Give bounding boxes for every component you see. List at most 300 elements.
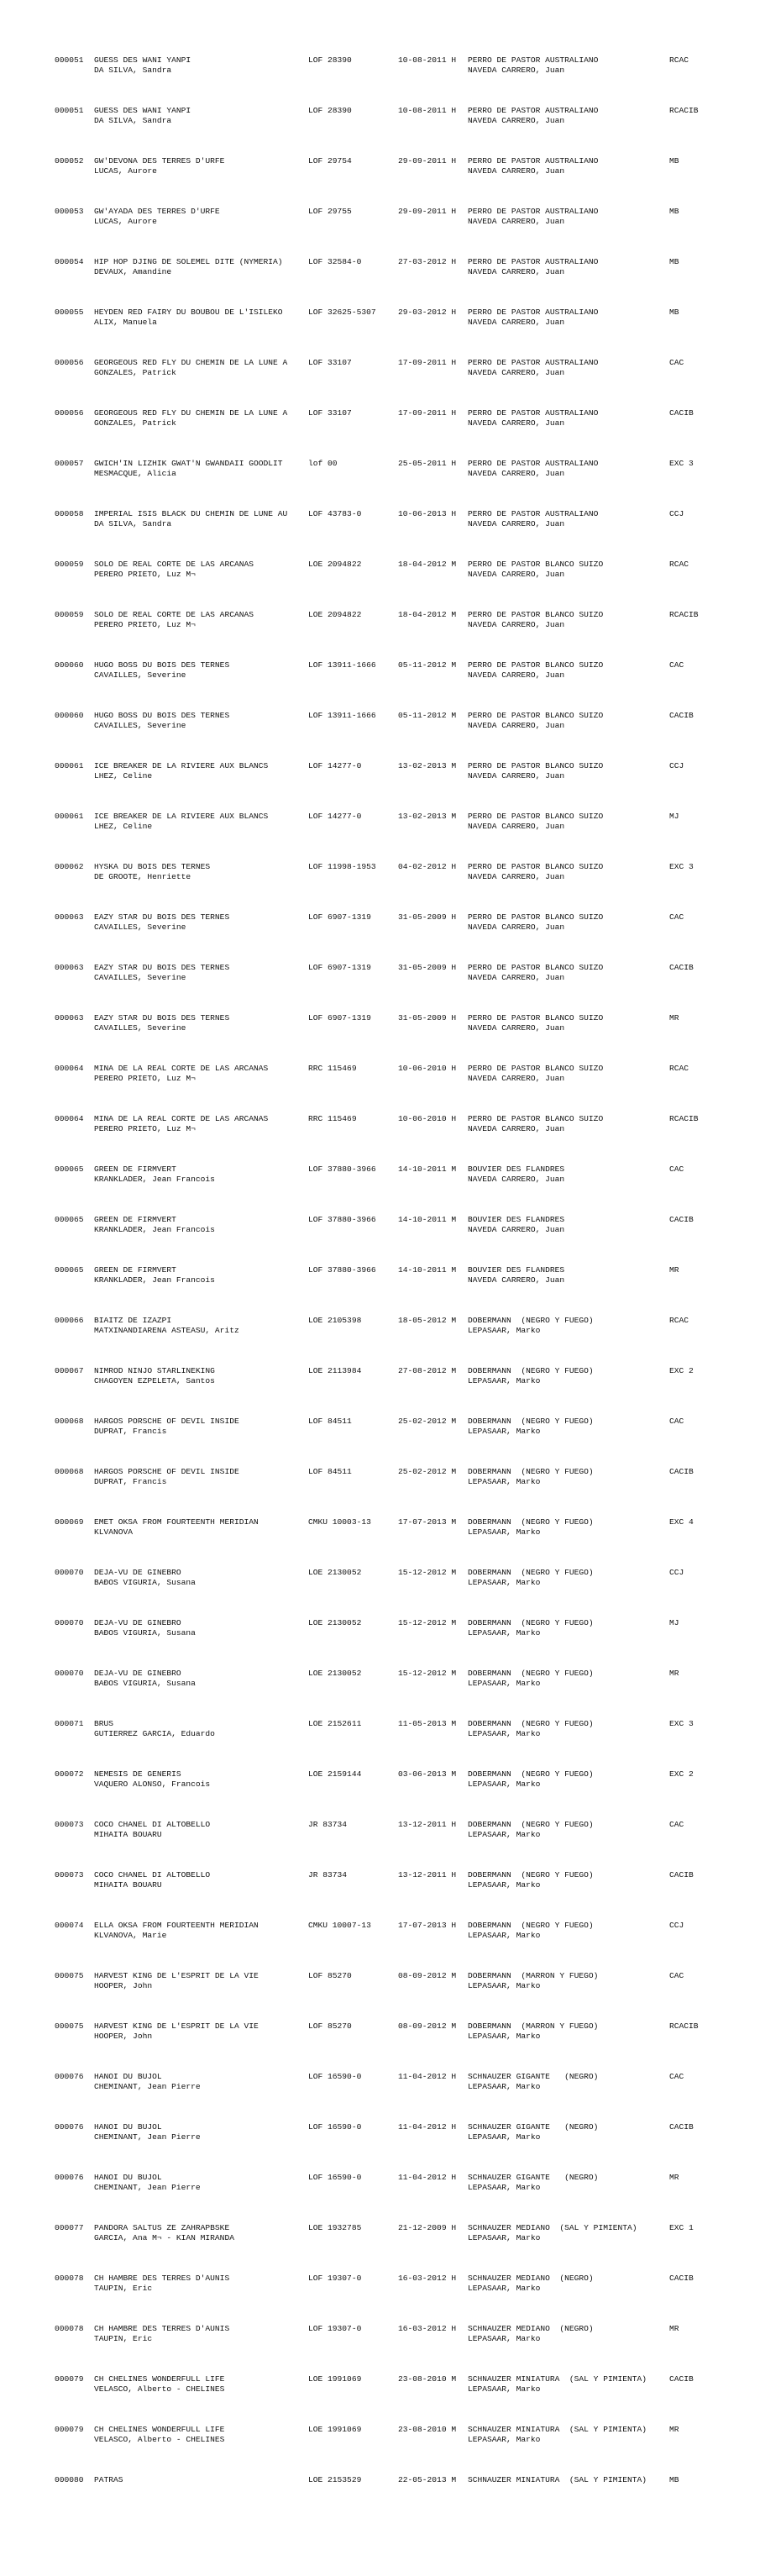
- owner-name: VELASCO, Alberto - CHELINES: [94, 2435, 225, 2444]
- breed: SCHNAUZER MEDIANO (NEGRO): [468, 2324, 594, 2333]
- award: CACIB: [669, 408, 694, 418]
- registration-number: LOF 28390: [308, 106, 352, 115]
- owner-name: LUCAS, Aurore: [94, 217, 157, 226]
- award: CACIB: [669, 1215, 694, 1224]
- judge-name: NAVEDA CARRERO, Juan: [468, 1225, 565, 1234]
- dog-name: GW'AYADA DES TERRES D'URFE: [94, 207, 220, 216]
- catalog-number: 000072: [55, 1769, 84, 1779]
- owner-name: VAQUERO ALONSO, Francois: [94, 1780, 211, 1789]
- judge-name: LEPASAAR, Marko: [468, 1326, 541, 1335]
- registration-number: LOF 85270: [308, 1971, 352, 1980]
- owner-name: DUPRAT, Francis: [94, 1427, 167, 1436]
- dog-name: CH HAMBRE DES TERRES D'AUNIS: [94, 2324, 230, 2333]
- breed: PERRO DE PASTOR AUSTRALIANO: [468, 308, 599, 317]
- breed: SCHNAUZER MEDIANO (SAL Y PIMIENTA): [468, 2223, 637, 2232]
- dog-name: CH HAMBRE DES TERRES D'AUNIS: [94, 2274, 230, 2283]
- catalog-number: 000070: [55, 1618, 84, 1627]
- dog-name: HARGOS PORSCHE OF DEVIL INSIDE: [94, 1417, 239, 1426]
- registration-number: LOF 37880-3966: [308, 1164, 376, 1174]
- registration-number: LOF 13911-1666: [308, 711, 376, 720]
- award: CACIB: [669, 2274, 694, 2283]
- birth-date-sex: 15-12-2012 M: [398, 1618, 457, 1627]
- catalog-number: 000078: [55, 2274, 84, 2283]
- registration-number: LOF 84511: [308, 1467, 352, 1476]
- owner-name: PERERO PRIETO, Luz M¬: [94, 570, 196, 579]
- dog-name: HANOI DU BUJOL: [94, 2122, 162, 2132]
- birth-date-sex: 31-05-2009 H: [398, 1013, 457, 1023]
- catalog-number: 000080: [55, 2475, 84, 2484]
- breed: DOBERMANN (NEGRO Y FUEGO): [468, 1820, 594, 1829]
- breed: PERRO DE PASTOR AUSTRALIANO: [468, 459, 599, 468]
- owner-name: CAVAILLES, Severine: [94, 721, 186, 730]
- breed: PERRO DE PASTOR BLANCO SUIZO: [468, 912, 604, 922]
- birth-date-sex: 21-12-2009 H: [398, 2223, 457, 2232]
- judge-name: LEPASAAR, Marko: [468, 1830, 541, 1839]
- award: RCACIB: [669, 2021, 699, 2031]
- dog-name: EAZY STAR DU BOIS DES TERNES: [94, 912, 230, 922]
- birth-date-sex: 11-04-2012 H: [398, 2122, 457, 2132]
- registration-number: LOE 2159144: [308, 1769, 362, 1779]
- owner-name: DA SILVA, Sandra: [94, 66, 172, 75]
- list-item: [0, 1164, 760, 1185]
- award: CACIB: [669, 711, 694, 720]
- catalog-number: 000055: [55, 308, 84, 317]
- judge-name: LEPASAAR, Marko: [468, 1376, 541, 1385]
- breed: BOUVIER DES FLANDRES: [468, 1215, 565, 1224]
- registration-number: LOF 37880-3966: [308, 1265, 376, 1275]
- breed: DOBERMANN (NEGRO Y FUEGO): [468, 1669, 594, 1678]
- dog-name: GREEN DE FIRMVERT: [94, 1265, 176, 1275]
- birth-date-sex: 17-07-2013 H: [398, 1921, 457, 1930]
- breed: BOUVIER DES FLANDRES: [468, 1265, 565, 1275]
- owner-name: MIHAITA BOUARU: [94, 1880, 162, 1890]
- dog-name: CH CHELINES WONDERFULL LIFE: [94, 2425, 225, 2434]
- birth-date-sex: 27-03-2012 H: [398, 257, 457, 266]
- breed: SCHNAUZER GIGANTE (NEGRO): [468, 2122, 599, 2132]
- award: MR: [669, 2324, 679, 2333]
- dog-name: HARVEST KING DE L'ESPRIT DE LA VIE: [94, 2021, 259, 2031]
- dog-name: ICE BREAKER DE LA RIVIERE AUX BLANCS: [94, 812, 269, 821]
- list-item: [0, 2475, 760, 2485]
- catalog-number: 000065: [55, 1215, 84, 1224]
- catalog-number: 000064: [55, 1064, 84, 1073]
- list-item: [0, 1820, 760, 1840]
- list-item: [0, 2223, 760, 2243]
- catalog-number: 000058: [55, 509, 84, 518]
- dog-name: HEYDEN RED FAIRY DU BOUBOU DE L'ISILEKO: [94, 308, 283, 317]
- dog-name: DEJA-VU DE GINEBRO: [94, 1618, 181, 1627]
- award: CAC: [669, 1164, 684, 1174]
- owner-name: CHEMINANT, Jean Pierre: [94, 2132, 201, 2142]
- owner-name: DE GROOTE, Henriette: [94, 872, 191, 881]
- judge-name: LEPASAAR, Marko: [468, 1931, 541, 1940]
- owner-name: KRANKLADER, Jean Francois: [94, 1225, 215, 1234]
- breed: PERRO DE PASTOR AUSTRALIANO: [468, 55, 599, 65]
- birth-date-sex: 11-04-2012 H: [398, 2072, 457, 2081]
- birth-date-sex: 08-09-2012 M: [398, 2021, 457, 2031]
- award: CCJ: [669, 1921, 684, 1930]
- birth-date-sex: 29-09-2011 H: [398, 156, 457, 166]
- birth-date-sex: 10-08-2011 H: [398, 55, 457, 65]
- registration-number: LOE 2094822: [308, 560, 362, 569]
- owner-name: BAÐOS VIGURIA, Susana: [94, 1679, 196, 1688]
- registration-number: JR 83734: [308, 1870, 348, 1879]
- judge-name: NAVEDA CARRERO, Juan: [468, 620, 565, 629]
- birth-date-sex: 13-12-2011 H: [398, 1870, 457, 1879]
- birth-date-sex: 11-04-2012 H: [398, 2173, 457, 2182]
- birth-date-sex: 13-02-2013 M: [398, 761, 457, 770]
- judge-name: NAVEDA CARRERO, Juan: [468, 66, 565, 75]
- judge-name: LEPASAAR, Marko: [468, 2183, 541, 2192]
- registration-number: RRC 115469: [308, 1064, 357, 1073]
- list-item: [0, 358, 760, 378]
- award: CCJ: [669, 509, 684, 518]
- breed: DOBERMANN (NEGRO Y FUEGO): [468, 1316, 594, 1325]
- award: MR: [669, 2173, 679, 2182]
- award: MR: [669, 1265, 679, 1275]
- dog-name: HANOI DU BUJOL: [94, 2173, 162, 2182]
- judge-name: LEPASAAR, Marko: [468, 1981, 541, 1990]
- judge-name: NAVEDA CARRERO, Juan: [468, 267, 565, 276]
- award: RCAC: [669, 55, 689, 65]
- judge-name: LEPASAAR, Marko: [468, 2334, 541, 2343]
- birth-date-sex: 15-12-2012 M: [398, 1669, 457, 1678]
- birth-date-sex: 14-10-2011 M: [398, 1265, 457, 1275]
- list-item: [0, 1114, 760, 1134]
- judge-name: LEPASAAR, Marko: [468, 1780, 541, 1789]
- birth-date-sex: 10-06-2013 H: [398, 509, 457, 518]
- owner-name: PERERO PRIETO, Luz M¬: [94, 1074, 196, 1083]
- birth-date-sex: 10-06-2010 H: [398, 1114, 457, 1123]
- catalog-number: 000063: [55, 1013, 84, 1023]
- list-item: [0, 1618, 760, 1638]
- owner-name: DEVAUX, Amandine: [94, 267, 172, 276]
- registration-number: CMKU 10007-13: [308, 1921, 371, 1930]
- birth-date-sex: 15-12-2012 M: [398, 1568, 457, 1577]
- dog-name: SOLO DE REAL CORTE DE LAS ARCANAS: [94, 560, 254, 569]
- breed: DOBERMANN (NEGRO Y FUEGO): [468, 1618, 594, 1627]
- award: RCAC: [669, 1064, 689, 1073]
- breed: PERRO DE PASTOR BLANCO SUIZO: [468, 963, 604, 972]
- birth-date-sex: 23-08-2010 M: [398, 2425, 457, 2434]
- award: RCAC: [669, 1316, 689, 1325]
- catalog-number: 000073: [55, 1820, 84, 1829]
- registration-number: LOF 85270: [308, 2021, 352, 2031]
- list-item: [0, 711, 760, 731]
- dog-name: HARVEST KING DE L'ESPRIT DE LA VIE: [94, 1971, 259, 1980]
- breed: DOBERMANN (NEGRO Y FUEGO): [468, 1769, 594, 1779]
- list-item: [0, 1870, 760, 1890]
- breed: PERRO DE PASTOR BLANCO SUIZO: [468, 610, 604, 619]
- judge-name: LEPASAAR, Marko: [468, 1527, 541, 1537]
- catalog-number: 000071: [55, 1719, 84, 1728]
- breed: PERRO DE PASTOR BLANCO SUIZO: [468, 560, 604, 569]
- dog-name: GREEN DE FIRMVERT: [94, 1164, 176, 1174]
- registration-number: LOF 84511: [308, 1417, 352, 1426]
- award: MR: [669, 1013, 679, 1023]
- catalog-number: 000075: [55, 2021, 84, 2031]
- list-item: [0, 1467, 760, 1487]
- award: MB: [669, 207, 679, 216]
- catalog-number: 000051: [55, 106, 84, 115]
- registration-number: LOE 2130052: [308, 1568, 362, 1577]
- birth-date-sex: 31-05-2009 H: [398, 963, 457, 972]
- birth-date-sex: 18-04-2012 M: [398, 560, 457, 569]
- registration-number: LOF 11998-1953: [308, 862, 376, 871]
- list-item: [0, 106, 760, 126]
- award: CCJ: [669, 761, 684, 770]
- award: CAC: [669, 2072, 684, 2081]
- owner-name: HOOPER, John: [94, 1981, 153, 1990]
- judge-name: NAVEDA CARRERO, Juan: [468, 519, 565, 528]
- owner-name: GONZALES, Patrick: [94, 418, 176, 428]
- judge-name: NAVEDA CARRERO, Juan: [468, 418, 565, 428]
- birth-date-sex: 29-03-2012 H: [398, 308, 457, 317]
- judge-name: NAVEDA CARRERO, Juan: [468, 469, 565, 478]
- judge-name: LEPASAAR, Marko: [468, 1729, 541, 1738]
- list-item: [0, 1971, 760, 1991]
- owner-name: HOOPER, John: [94, 2032, 153, 2041]
- owner-name: TAUPIN, Eric: [94, 2334, 153, 2343]
- list-item: [0, 1517, 760, 1538]
- owner-name: ALIX, Manuela: [94, 318, 157, 327]
- catalog-number: 000062: [55, 862, 84, 871]
- catalog-number: 000052: [55, 156, 84, 166]
- breed: SCHNAUZER MEDIANO (NEGRO): [468, 2274, 594, 2283]
- judge-name: NAVEDA CARRERO, Juan: [468, 822, 565, 831]
- award: CCJ: [669, 1568, 684, 1577]
- catalog-number: 000070: [55, 1568, 84, 1577]
- registration-number: LOF 16590-0: [308, 2173, 362, 2182]
- judge-name: NAVEDA CARRERO, Juan: [468, 368, 565, 377]
- catalog-number: 000076: [55, 2072, 84, 2081]
- dog-name: MINA DE LA REAL CORTE DE LAS ARCANAS: [94, 1114, 269, 1123]
- catalog-number: 000066: [55, 1316, 84, 1325]
- dog-name: COCO CHANEL DI ALTOBELLO: [94, 1870, 211, 1879]
- owner-name: GARCIA, Ana M¬ - KIAN MIRANDA: [94, 2233, 234, 2242]
- catalog-number: 000073: [55, 1870, 84, 1879]
- owner-name: MESMACQUE, Alicia: [94, 469, 176, 478]
- award: RCACIB: [669, 610, 699, 619]
- catalog-number: 000075: [55, 1971, 84, 1980]
- list-item: [0, 1417, 760, 1437]
- judge-name: LEPASAAR, Marko: [468, 2435, 541, 2444]
- registration-number: RRC 115469: [308, 1114, 357, 1123]
- owner-name: DA SILVA, Sandra: [94, 519, 172, 528]
- owner-name: MIHAITA BOUARU: [94, 1830, 162, 1839]
- award: CAC: [669, 912, 684, 922]
- judge-name: LEPASAAR, Marko: [468, 1477, 541, 1486]
- registration-number: LOE 2105398: [308, 1316, 362, 1325]
- birth-date-sex: 17-07-2013 M: [398, 1517, 457, 1527]
- judge-name: NAVEDA CARRERO, Juan: [468, 318, 565, 327]
- breed: PERRO DE PASTOR BLANCO SUIZO: [468, 812, 604, 821]
- dog-name: NEMESIS DE GENERIS: [94, 1769, 181, 1779]
- dog-name: BIAITZ DE IZAZPI: [94, 1316, 172, 1325]
- dog-name: EAZY STAR DU BOIS DES TERNES: [94, 963, 230, 972]
- dog-name: ELLA OKSA FROM FOURTEENTH MERIDIAN: [94, 1921, 259, 1930]
- birth-date-sex: 29-09-2011 H: [398, 207, 457, 216]
- dog-name: DEJA-VU DE GINEBRO: [94, 1669, 181, 1678]
- birth-date-sex: 05-11-2012 M: [398, 711, 457, 720]
- list-item: [0, 1366, 760, 1386]
- list-item: [0, 509, 760, 529]
- birth-date-sex: 13-02-2013 M: [398, 812, 457, 821]
- birth-date-sex: 27-08-2012 M: [398, 1366, 457, 1375]
- judge-name: LEPASAAR, Marko: [468, 2082, 541, 2091]
- registration-number: LOE 2094822: [308, 610, 362, 619]
- list-item: [0, 156, 760, 176]
- owner-name: PERERO PRIETO, Luz M¬: [94, 620, 196, 629]
- award: MR: [669, 1669, 679, 1678]
- award: MB: [669, 308, 679, 317]
- list-item: [0, 2374, 760, 2395]
- dog-name: HARGOS PORSCHE OF DEVIL INSIDE: [94, 1467, 239, 1476]
- owner-name: BAÐOS VIGURIA, Susana: [94, 1578, 196, 1587]
- registration-number: LOF 43783-0: [308, 509, 362, 518]
- award: MB: [669, 2475, 679, 2484]
- list-item: [0, 2173, 760, 2193]
- breed: PERRO DE PASTOR BLANCO SUIZO: [468, 862, 604, 871]
- catalog-number: 000056: [55, 408, 84, 418]
- list-item: [0, 1568, 760, 1588]
- judge-name: NAVEDA CARRERO, Juan: [468, 872, 565, 881]
- dog-name: NIMROD NINJO STARLINEKING: [94, 1366, 215, 1375]
- owner-name: CAVAILLES, Severine: [94, 923, 186, 932]
- results-listing: [0, 35, 760, 2495]
- dog-name: EAZY STAR DU BOIS DES TERNES: [94, 1013, 230, 1023]
- award: CACIB: [669, 1467, 694, 1476]
- registration-number: lof 00: [308, 459, 338, 468]
- registration-number: LOE 1991069: [308, 2374, 362, 2384]
- owner-name: DUPRAT, Francis: [94, 1477, 167, 1486]
- owner-name: CHAGOYEN EZPELETA, Santos: [94, 1376, 215, 1385]
- list-item: [0, 2425, 760, 2445]
- registration-number: LOF 16590-0: [308, 2122, 362, 2132]
- owner-name: TAUPIN, Eric: [94, 2284, 153, 2293]
- owner-name: PERERO PRIETO, Luz M¬: [94, 1124, 196, 1133]
- dog-name: MINA DE LA REAL CORTE DE LAS ARCANAS: [94, 1064, 269, 1073]
- registration-number: LOF 32625-5307: [308, 308, 376, 317]
- registration-number: LOF 6907-1319: [308, 1013, 371, 1023]
- registration-number: LOF 33107: [308, 358, 352, 367]
- list-item: [0, 1719, 760, 1739]
- breed: PERRO DE PASTOR AUSTRALIANO: [468, 408, 599, 418]
- dog-name: HIP HOP DJING DE SOLEMEL DITE (NYMERIA): [94, 257, 283, 266]
- owner-name: KRANKLADER, Jean Francois: [94, 1175, 215, 1184]
- birth-date-sex: 13-12-2011 H: [398, 1820, 457, 1829]
- list-item: [0, 459, 760, 479]
- registration-number: LOF 16590-0: [308, 2072, 362, 2081]
- birth-date-sex: 04-02-2012 H: [398, 862, 457, 871]
- catalog-number: 000069: [55, 1517, 84, 1527]
- breed: DOBERMANN (NEGRO Y FUEGO): [468, 1719, 594, 1728]
- breed: DOBERMANN (MARRON Y FUEGO): [468, 1971, 599, 1980]
- owner-name: GUTIERREZ GARCIA, Eduardo: [94, 1729, 215, 1738]
- dog-name: IMPERIAL ISIS BLACK DU CHEMIN DE LUNE AU: [94, 509, 288, 518]
- award: EXC 1: [669, 2223, 694, 2232]
- list-item: [0, 2072, 760, 2092]
- birth-date-sex: 18-04-2012 M: [398, 610, 457, 619]
- catalog-number: 000053: [55, 207, 84, 216]
- list-item: [0, 2021, 760, 2042]
- owner-name: LHEZ, Celine: [94, 771, 153, 781]
- owner-name: CHEMINANT, Jean Pierre: [94, 2183, 201, 2192]
- birth-date-sex: 14-10-2011 M: [398, 1215, 457, 1224]
- list-item: [0, 1769, 760, 1790]
- list-item: [0, 1316, 760, 1336]
- registration-number: LOE 1932785: [308, 2223, 362, 2232]
- award: EXC 4: [669, 1517, 694, 1527]
- birth-date-sex: 17-09-2011 H: [398, 408, 457, 418]
- owner-name: KLVANOVA, Marie: [94, 1931, 167, 1940]
- breed: SCHNAUZER GIGANTE (NEGRO): [468, 2072, 599, 2081]
- catalog-number: 000068: [55, 1467, 84, 1476]
- owner-name: MATXINANDIARENA ASTEASU, Aritz: [94, 1326, 239, 1335]
- dog-name: DEJA-VU DE GINEBRO: [94, 1568, 181, 1577]
- dog-name: GEORGEOUS RED FLY DU CHEMIN DE LA LUNE A: [94, 408, 288, 418]
- breed: PERRO DE PASTOR AUSTRALIANO: [468, 358, 599, 367]
- birth-date-sex: 25-02-2012 M: [398, 1417, 457, 1426]
- registration-number: JR 83734: [308, 1820, 348, 1829]
- dog-name: CH CHELINES WONDERFULL LIFE: [94, 2374, 225, 2384]
- award: CAC: [669, 1820, 684, 1829]
- judge-name: LEPASAAR, Marko: [468, 1679, 541, 1688]
- dog-name: GWICH'IN LIZHIK GWAT'N GWANDAII GOODLIT: [94, 459, 283, 468]
- birth-date-sex: 03-06-2013 M: [398, 1769, 457, 1779]
- birth-date-sex: 11-05-2013 M: [398, 1719, 457, 1728]
- list-item: [0, 963, 760, 983]
- list-item: [0, 1013, 760, 1033]
- dog-name: EMET OKSA FROM FOURTEENTH MERIDIAN: [94, 1517, 259, 1527]
- breed: PERRO DE PASTOR BLANCO SUIZO: [468, 761, 604, 770]
- judge-name: LEPASAAR, Marko: [468, 2284, 541, 2293]
- registration-number: LOE 2152611: [308, 1719, 362, 1728]
- judge-name: NAVEDA CARRERO, Juan: [468, 771, 565, 781]
- registration-number: LOF 29755: [308, 207, 352, 216]
- dog-name: PANDORA SALTUS ZE ZAHRAPBSKE: [94, 2223, 230, 2232]
- catalog-number: 000074: [55, 1921, 84, 1930]
- judge-name: NAVEDA CARRERO, Juan: [468, 116, 565, 125]
- award: CACIB: [669, 963, 694, 972]
- catalog-number: 000064: [55, 1114, 84, 1123]
- list-item: [0, 2122, 760, 2142]
- breed: PERRO DE PASTOR AUSTRALIANO: [468, 257, 599, 266]
- birth-date-sex: 25-05-2011 H: [398, 459, 457, 468]
- list-item: [0, 1215, 760, 1235]
- list-item: [0, 308, 760, 328]
- catalog-number: 000063: [55, 912, 84, 922]
- registration-number: LOE 2130052: [308, 1618, 362, 1627]
- dog-name: BRUS: [94, 1719, 114, 1728]
- judge-name: NAVEDA CARRERO, Juan: [468, 1023, 565, 1033]
- birth-date-sex: 18-05-2012 M: [398, 1316, 457, 1325]
- award: MJ: [669, 812, 679, 821]
- catalog-number: 000068: [55, 1417, 84, 1426]
- breed: PERRO DE PASTOR AUSTRALIANO: [468, 207, 599, 216]
- owner-name: KRANKLADER, Jean Francois: [94, 1275, 215, 1285]
- list-item: [0, 660, 760, 681]
- award: CACIB: [669, 1870, 694, 1879]
- dog-name: HUGO BOSS DU BOIS DES TERNES: [94, 660, 230, 670]
- registration-number: LOF 32584-0: [308, 257, 362, 266]
- judge-name: NAVEDA CARRERO, Juan: [468, 1275, 565, 1285]
- award: RCACIB: [669, 1114, 699, 1123]
- award: EXC 3: [669, 862, 694, 871]
- list-item: [0, 1064, 760, 1084]
- dog-name: HYSKA DU BOIS DES TERNES: [94, 862, 211, 871]
- registration-number: LOE 2130052: [308, 1669, 362, 1678]
